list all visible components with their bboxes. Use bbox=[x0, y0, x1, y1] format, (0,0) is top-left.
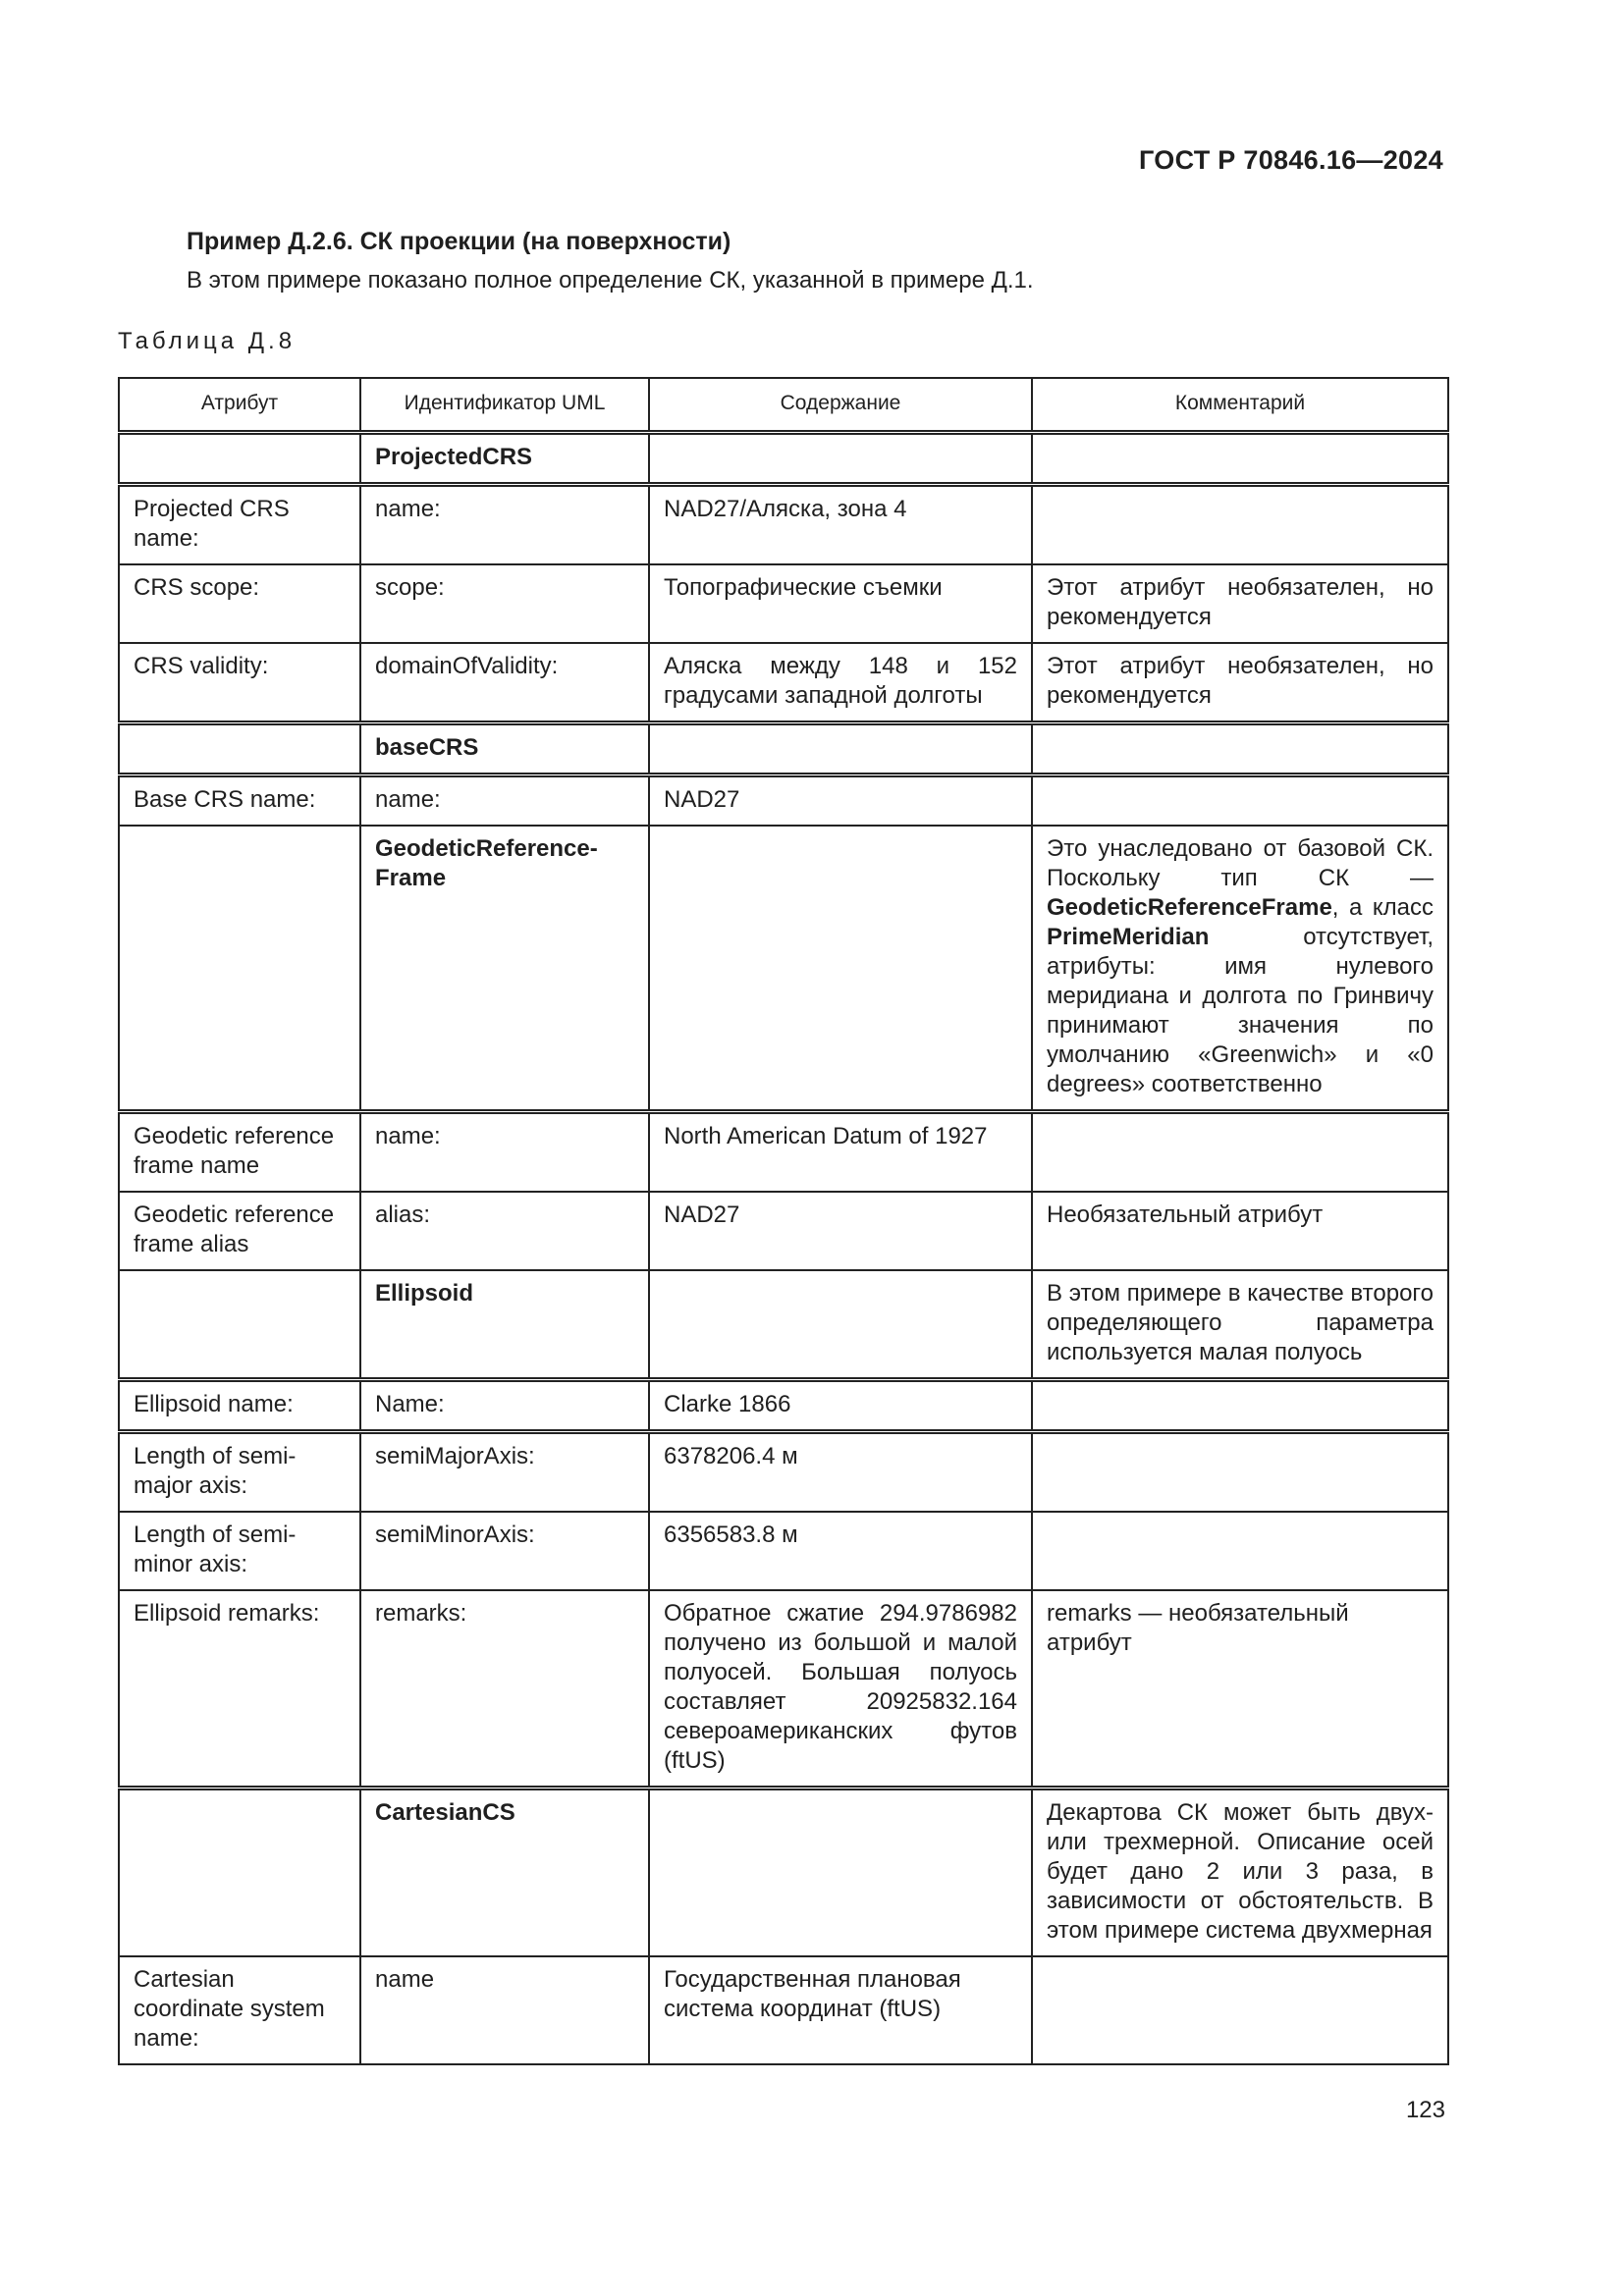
cell-attribute: Ellipsoid name: bbox=[119, 1380, 360, 1432]
table-row bbox=[119, 1192, 1448, 1270]
cell-uml: name: bbox=[360, 775, 649, 827]
cell-attribute bbox=[119, 826, 360, 1112]
table-row bbox=[119, 1956, 1448, 2064]
cell-comment bbox=[1032, 485, 1448, 565]
table-row bbox=[119, 723, 1448, 775]
cell-uml: Name: bbox=[360, 1380, 649, 1432]
cell-attribute bbox=[119, 1270, 360, 1380]
cell-content bbox=[649, 1270, 1032, 1380]
table-row bbox=[119, 1270, 1448, 1380]
table-header-row bbox=[119, 378, 1448, 433]
cell-content bbox=[649, 1789, 1032, 1957]
table-row bbox=[119, 1380, 1448, 1432]
cell-comment bbox=[1032, 1112, 1448, 1193]
column-header: Идентификатор UML bbox=[360, 378, 649, 433]
attributes-table bbox=[118, 377, 1449, 2065]
cell-attribute: CRS scope: bbox=[119, 564, 360, 643]
class-name-prime-meridian: PrimeMeridian bbox=[1047, 924, 1210, 950]
cell-content bbox=[649, 433, 1032, 485]
cell-comment bbox=[1032, 1432, 1448, 1513]
cell-comment bbox=[1032, 433, 1448, 485]
comment-text: , а класс bbox=[1331, 894, 1434, 921]
cell-uml-class: baseCRS bbox=[360, 723, 649, 775]
table-row bbox=[119, 485, 1448, 565]
cell-uml: name bbox=[360, 1956, 649, 2064]
cell-comment: Этот атрибут необязателен, но рекомендуется bbox=[1032, 643, 1448, 723]
cell-uml: alias: bbox=[360, 1192, 649, 1270]
cell-uml: semiMajorAxis: bbox=[360, 1432, 649, 1513]
column-header: Содержание bbox=[649, 378, 1032, 433]
cell-comment bbox=[1032, 826, 1448, 1112]
cell-content: NAD27 bbox=[649, 775, 1032, 827]
cell-content bbox=[649, 723, 1032, 775]
cell-attribute: Length of semi-minor axis: bbox=[119, 1512, 360, 1590]
table-row bbox=[119, 1590, 1448, 1789]
cell-attribute bbox=[119, 723, 360, 775]
cell-content: 6356583.8 м bbox=[649, 1512, 1032, 1590]
table-row bbox=[119, 1512, 1448, 1590]
cell-attribute bbox=[119, 433, 360, 485]
cell-comment bbox=[1032, 1380, 1448, 1432]
cell-uml: scope: bbox=[360, 564, 649, 643]
cell-attribute: Projected CRS name: bbox=[119, 485, 360, 565]
cell-comment: Этот атрибут необязателен, но рекомендуется bbox=[1032, 564, 1448, 643]
cell-attribute: Geodetic reference frame alias bbox=[119, 1192, 360, 1270]
class-name-geodetic-reference-frame: GeodeticReferenceFrame bbox=[1047, 894, 1332, 921]
cell-content: 6378206.4 м bbox=[649, 1432, 1032, 1513]
cell-comment: Необязательный атрибут bbox=[1032, 1192, 1448, 1270]
page-number: 123 bbox=[1405, 2097, 1445, 2123]
column-header: Комментарий bbox=[1032, 378, 1448, 433]
table-row bbox=[119, 564, 1448, 643]
cell-content: NAD27/Аляска, зона 4 bbox=[649, 485, 1032, 565]
table-row bbox=[119, 1112, 1448, 1193]
cell-attribute: Ellipsoid remarks: bbox=[119, 1590, 360, 1789]
cell-uml-class: GeodeticReference-Frame bbox=[360, 826, 649, 1112]
comment-text: Это унаследовано от базовой СК. Поскольку тип СК — bbox=[1047, 835, 1434, 891]
cell-uml-class: ProjectedCRS bbox=[360, 433, 649, 485]
cell-comment bbox=[1032, 1512, 1448, 1590]
cell-comment bbox=[1032, 723, 1448, 775]
cell-comment: В этом примере в качестве второго определяющего параметра используется малая полуось bbox=[1032, 1270, 1448, 1380]
cell-attribute: Length of semi-major axis: bbox=[119, 1432, 360, 1513]
cell-uml: remarks: bbox=[360, 1590, 649, 1789]
table-row bbox=[119, 433, 1448, 485]
cell-content: North American Datum of 1927 bbox=[649, 1112, 1032, 1193]
cell-attribute: CRS validity: bbox=[119, 643, 360, 723]
cell-uml: domainOfValidity: bbox=[360, 643, 649, 723]
cell-content: NAD27 bbox=[649, 1192, 1032, 1270]
table-row bbox=[119, 1432, 1448, 1513]
cell-uml: name: bbox=[360, 485, 649, 565]
example-title: Пример Д.2.6. СК проекции (на поверхности) bbox=[187, 228, 731, 255]
cell-attribute: Base CRS name: bbox=[119, 775, 360, 827]
table-row bbox=[119, 1789, 1448, 1957]
standard-code: ГОСТ Р 70846.16—2024 bbox=[1139, 145, 1443, 175]
cell-uml: semiMinorAxis: bbox=[360, 1512, 649, 1590]
cell-content: Аляска между 148 и 152 градусами западной долготы bbox=[649, 643, 1032, 723]
cell-content bbox=[649, 826, 1032, 1112]
column-header: Атрибут bbox=[119, 378, 360, 433]
cell-uml: name: bbox=[360, 1112, 649, 1193]
cell-attribute: Cartesian coordinate system name: bbox=[119, 1956, 360, 2064]
comment-text: отсутствует, атрибуты: имя нулевого меридиана и долгота по Гринвичу принимают значения по умолчанию «Greenwich» и «0 degrees» соответственно bbox=[1047, 924, 1434, 1097]
example-intro: В этом примере показано полное определение СК, указанной в примере Д.1. bbox=[187, 267, 1034, 294]
cell-comment bbox=[1032, 775, 1448, 827]
cell-attribute bbox=[119, 1789, 360, 1957]
cell-uml-class: Ellipsoid bbox=[360, 1270, 649, 1380]
cell-content: Clarke 1866 bbox=[649, 1380, 1032, 1432]
cell-comment: Декартова СК может быть двух- или трехмерной. Описание осей будет дано 2 или 3 раза, в зависимости от обстоятельств. В этом примере система двухмерная bbox=[1032, 1789, 1448, 1957]
cell-content: Государственная плановая система координат (ftUS) bbox=[649, 1956, 1032, 2064]
table-row bbox=[119, 826, 1448, 1112]
cell-comment: remarks — необязательный атрибут bbox=[1032, 1590, 1448, 1789]
table-row bbox=[119, 775, 1448, 827]
cell-content: Обратное сжатие 294.9786982 получено из большой и малой полуосей. Большая полуось составляет 20925832.164 североамериканских футов (ftUS) bbox=[649, 1590, 1032, 1789]
cell-uml-class: CartesianCS bbox=[360, 1789, 649, 1957]
cell-content: Топографические съемки bbox=[649, 564, 1032, 643]
table-caption: Таблица Д.8 bbox=[118, 328, 297, 354]
cell-comment bbox=[1032, 1956, 1448, 2064]
table-row bbox=[119, 643, 1448, 723]
cell-attribute: Geodetic reference frame name bbox=[119, 1112, 360, 1193]
